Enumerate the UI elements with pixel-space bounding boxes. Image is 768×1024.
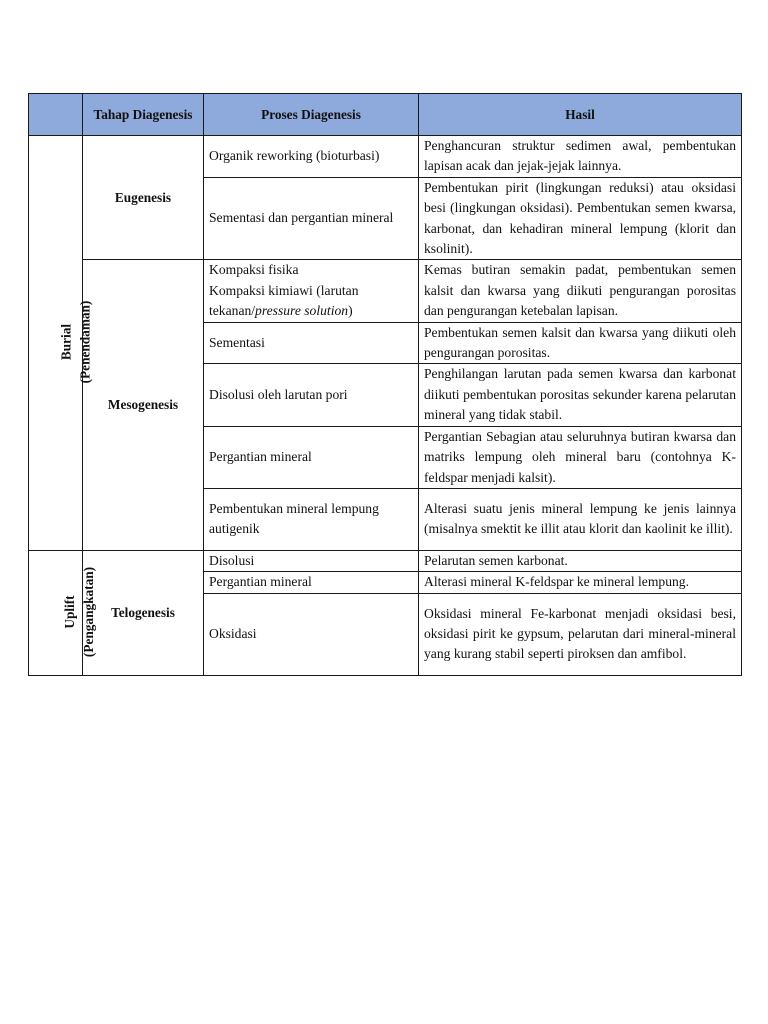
hasil-cell: Penghilangan larutan pada semen kwarsa dan karbonat diikuti pembentukan porositas sekunder karena pelarutan mineral yang tidak stabil. [419,364,742,426]
proses-cell: Sementasi [204,322,419,364]
header-phase-cell [29,94,83,136]
phase-uplift-line1: Uplift [62,595,78,629]
table-row [29,550,742,571]
hasil-cell: Alterasi mineral K-feldspar ke mineral lempung. [419,572,742,593]
phase-uplift-line2: (Pengangkatan) [81,567,97,658]
hasil-cell: Pembentukan semen kalsit dan kwarsa yang diikuti oleh pengurangan porositas. [419,322,742,364]
proses-cell: Pergantian mineral [204,426,419,488]
phase-burial-label [56,301,94,384]
hasil-cell: Oksidasi mineral Fe-karbonat menjadi oksidasi besi, oksidasi pirit ke gypsum, pelarutan dari mineral-mineral yang kurang stabil seperti piroksen dan amfibol. [419,593,742,675]
hasil-cell: Alterasi suatu jenis mineral lempung ke jenis lainnya (misalnya smektit ke illit atau klorit dan kaolinit ke illit). [419,488,742,550]
proses-cell: Disolusi [204,550,419,571]
phase-burial-line2: (Penendaman) [77,300,93,384]
phase-uplift-label [60,567,98,657]
hasil-cell: Kemas butiran semakin padat, pembentukan semen kalsit dan kwarsa yang diikuti pengurangan porositas dan pengurangan ketebalan lapisan. [419,260,742,322]
proses-line: Kompaksi fisika [209,262,299,278]
hasil-cell: Pelarutan semen karbonat. [419,550,742,571]
proses-cell: Pembentukan mineral lempung autigenik [204,488,419,550]
phase-uplift [29,550,97,675]
hasil-cell: Penghancuran struktur sedimen awal, pembentukan lapisan acak dan jejak-jejak lainnya. [419,136,742,178]
proses-cell: Sementasi dan pergantian mineral [204,177,419,260]
proses-cell: Pergantian mineral [204,572,419,593]
proses-cell: Disolusi oleh larutan pori [204,364,419,426]
table-row [29,260,742,322]
stage-mesogenesis: Mesogenesis [83,260,204,550]
table-header-row [29,94,742,136]
phase-burial [29,136,93,551]
proses-cell: Oksidasi [204,593,419,675]
phase-burial-line1: Burial [58,324,74,361]
proses-cell [204,260,419,322]
diagenesis-table [28,93,742,676]
proses-line-end: ) [348,303,353,319]
proses-italic-term: pressure solution [255,303,349,319]
table-row [29,136,742,178]
hasil-cell: Pergantian Sebagian atau seluruhnya butiran kwarsa dan matriks lempung oleh mineral baru (contohnya K-feldspar menjadi kalsit). [419,426,742,488]
stage-eugenesis: Eugenesis [83,136,204,260]
proses-cell: Organik reworking (bioturbasi) [204,136,419,178]
header-hasil: Hasil [419,94,742,136]
proses-line: Kompaksi kimiawi (larutan tekanan/ [209,282,359,319]
header-proses: Proses Diagenesis [204,94,419,136]
hasil-cell: Pembentukan pirit (lingkungan reduksi) atau oksidasi besi (lingkungan oksidasi). Pembentukan semen kwarsa, karbonat, dan kehadiran mineral lempung (klorit dan ksolinit). [419,177,742,260]
header-tahap: Tahap Diagenesis [83,94,204,136]
stage-telogenesis: Telogenesis [83,550,204,675]
